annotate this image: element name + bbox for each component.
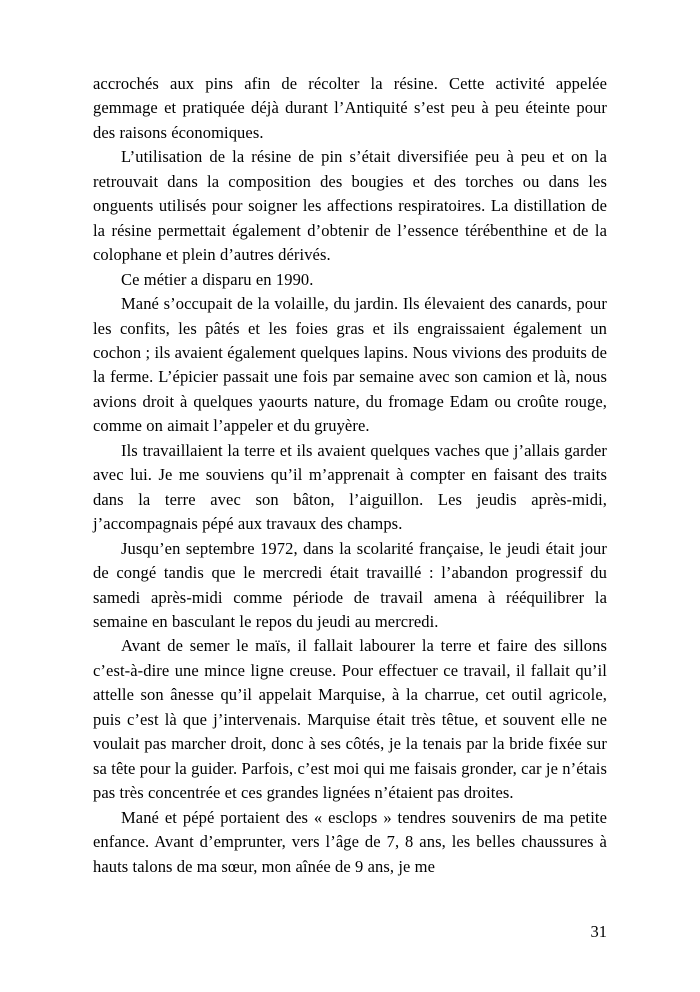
paragraph: Mané et pépé portaient des « esclops » tendres souvenirs de ma petite enfance. Avant d’emprunter, vers l’âge de 7, 8 ans, les belles chaussures à hauts talons de ma sœur, mon aînée de 9 ans, je me xyxy=(93,807,607,876)
paragraph: accrochés aux pins afin de récolter la résine. Cette activité appelée gemmage et pratiquée déjà durant l’Antiquité s’est peu à peu éteinte pour des raisons économiques. xyxy=(93,74,607,142)
paragraph: Avant de semer le maïs, il fallait labourer la terre et faire des sillons c’est-à-dire une mince ligne creuse. Pour effectuer ce travail, il fallait qu’il attelle son ânesse qu’il appelait Marquise, à la charrue, cet outil agricole, puis c’est là que j’intervenais. Marquise était très têtue, et souvent elle ne voulait pas marcher droit, donc à ses côtés, je la tenais par la bride fixée sur sa tête pour la guider. Parfois, c’est moi qui me faisais gronder, car je n’étais pas très concentrée et ces grandes lignées n’étaient pas droites. xyxy=(93,636,607,803)
paragraph: Mané s’occupait de la volaille, du jardin. Ils élevaient des canards, pour les confits, les pâtés et les foies gras et ils engraissaient également un cochon ; ils avaient également quelques lapins. Nous vivions des produits de la ferme. L’épicier passait une fois par semaine avec son camion et là, nous avions droit à quelques yaourts nature, du fromage Edam ou croûte rouge, comme on aimait l’appeler et du gruyère. xyxy=(93,294,607,436)
page-number: 31 xyxy=(590,921,607,941)
paragraph: Ce métier a disparu en 1990. xyxy=(121,269,314,289)
paragraph: L’utilisation de la résine de pin s’était diversifiée peu à peu et on la retrouvait dans la composition des bougies et des torches ou dans les onguents utilisés pour soigner les affections respiratoires. La distillation de la résine permettait également d’obtenir de l’essence térébenthine et de la colophane et plein d’autres dérivés. xyxy=(93,147,607,265)
paragraph: Ils travaillaient la terre et ils avaient quelques vaches que j’allais garder avec lui. Je me souviens qu’il m’apprenait à compter en faisant des traits dans la terre avec son bâton, l’aiguillon. Les jeudis après-midi, j’accompagnais pépé aux travaux des champs. xyxy=(93,440,607,534)
page-text xyxy=(93,72,607,879)
paragraph: Jusqu’en septembre 1972, dans la scolarité française, le jeudi était jour de congé tandis que le mercredi était travaillé : l’abandon progressif du samedi après-midi comme période de travail amena à rééquilibrer la semaine en basculant le repos du jeudi au mercredi. xyxy=(93,538,607,631)
